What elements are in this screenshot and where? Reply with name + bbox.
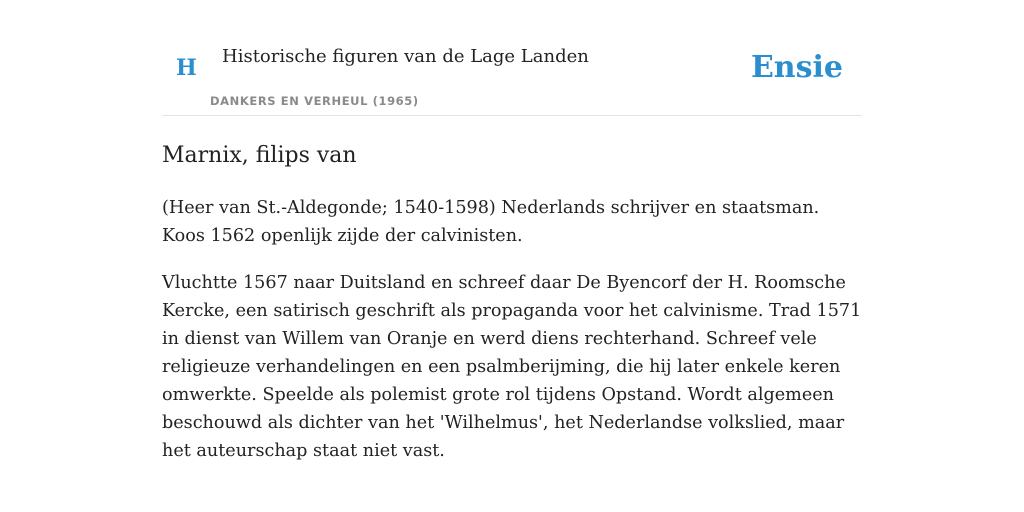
book-letter-icon[interactable]: H: [176, 55, 197, 81]
entry-title: Marnix, filips van: [162, 143, 357, 168]
ensie-logo-link[interactable]: Ensie: [750, 50, 843, 85]
entry-paragraph-intro: (Heer van St.-Aldegonde; 1540-1598) Nederlands schrijver en staatsman. Koos 1562 openlijk zijde der calvinisten.: [162, 198, 820, 246]
page-header: [162, 0, 862, 116]
book-title-link[interactable]: Historische figuren van de Lage Landen: [222, 46, 589, 67]
page-container: [162, 0, 862, 465]
entry-paragraph-body: Vluchtte 1567 naar Duitsland en schreef daar De Byencorf der H. Roomsche Kercke, een satirisch geschrift als propaganda voor het calvinisme. Trad 1571 in dienst van Willem van Oranje en werd diens rechterhand. Schreef vele religieuze verhandelingen en een psalmberijming, die hij later enkele keren omwerkte. Speelde als polemist grote rol tijdens Opstand. Wordt algemeen beschouwd als dichter van het 'Wilhelmus', het Nederlandse volkslied, maar het auteurschap staat niet vast.: [162, 273, 862, 461]
book-source-label: DANKERS EN VERHEUL (1965): [210, 94, 419, 108]
